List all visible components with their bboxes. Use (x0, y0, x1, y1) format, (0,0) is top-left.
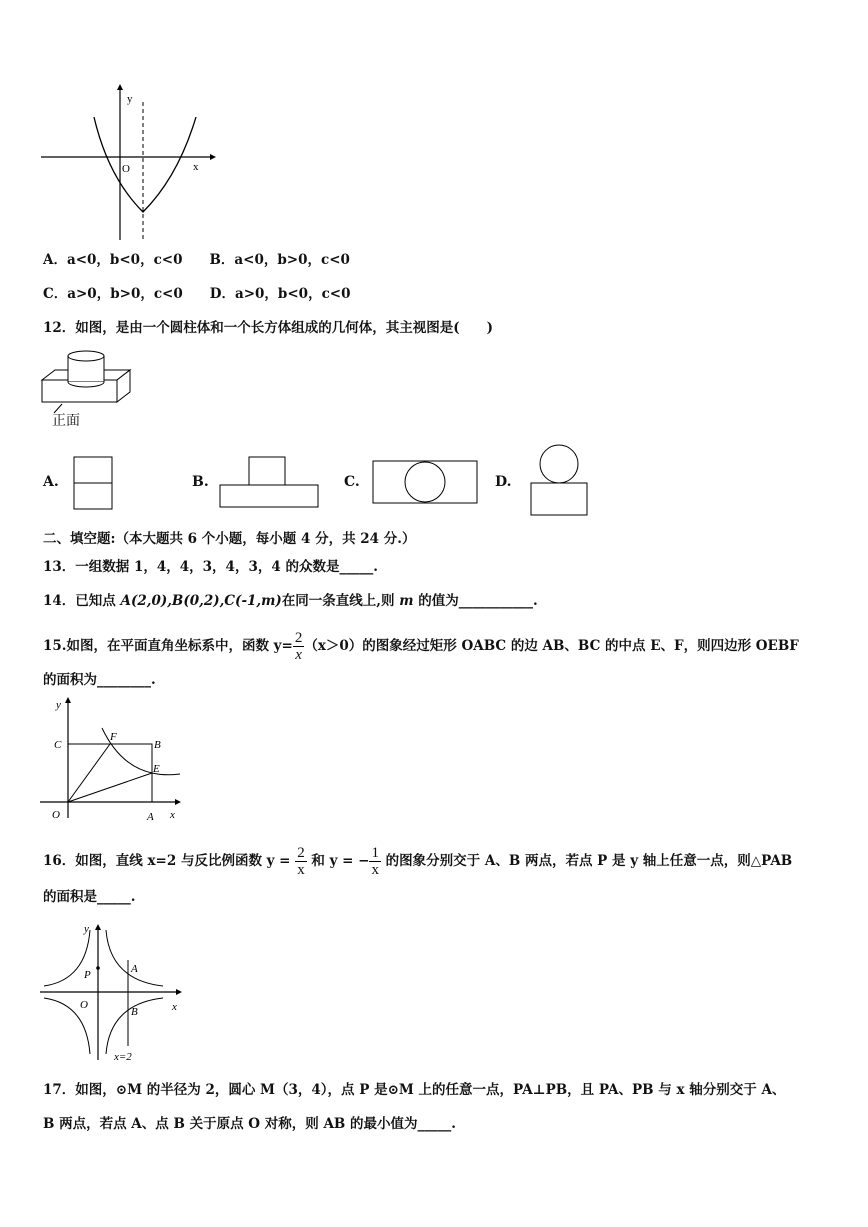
point-f-label: F (110, 731, 117, 743)
line-x2-label: x=2 (114, 1051, 132, 1063)
q15-line2: 的面积为________. (43, 672, 156, 688)
point-a-label: A (147, 811, 154, 823)
q16-fraction-1: $\frac{2}{x}$ (297, 845, 305, 878)
q17-line1: 17．如图，⊙M 的半径为 2，圆心 M（3，4），点 P 是⊙M 上的任意一点，PA⊥PB，且 PA、PB 与 x 轴分别交于 A、 (43, 1082, 786, 1098)
x-axis-label: x (170, 809, 175, 821)
q12-option-c-label: C. (344, 474, 360, 490)
q14-text: 14．已知点 A(2,0),B(0,2),C(-1,m)在同一条直线上,则 m 的值为___________. (43, 593, 538, 609)
point-b-label: B (154, 739, 161, 751)
parabola-graph (38, 82, 218, 242)
y-axis-label: y (84, 923, 89, 935)
front-label: 正面 (52, 413, 80, 429)
option-a-view (73, 456, 115, 512)
origin-label: O (80, 999, 88, 1011)
point-p-label: P (84, 969, 91, 981)
q16-fraction-2: $\frac{1}{x}$ (371, 845, 379, 878)
point-c-label: C (54, 739, 62, 751)
point-b-label: B (131, 1006, 138, 1018)
q14-points: A(2,0),B(0,2),C(-1,m) (120, 593, 282, 609)
q11-options-row1: A．a<0，b<0，c<0 B．a<0，b>0，c<0 (43, 252, 350, 268)
q16-text: 16．如图，直线 x=2 与反比例函数 y = $\frac{2}{x}$ 和 y = − $\frac{1}{x}$ 的图象分别交于 A、B 两点，若点 P 是 y 轴上任意一点，则△PAB (43, 845, 793, 878)
q12-option-d-label: D. (495, 474, 512, 490)
origin-label: O (52, 809, 60, 821)
q12-option-a-label: A. (43, 474, 59, 490)
q17-line2: B 两点，若点 A、点 B 关于原点 O 对称，则 AB 的最小值为_____. (43, 1116, 456, 1132)
point-e-label: E (153, 763, 160, 775)
q12-option-b-label: B. (192, 474, 209, 490)
reciprocal-functions-graph (38, 920, 188, 1070)
q12-stem: 12．如图，是由一个圆柱体和一个长方体组成的几何体，其主视图是( ) (43, 320, 494, 336)
y-axis-label: y (56, 699, 61, 711)
q16-line2: 的面积是_____. (43, 889, 136, 905)
q15-fraction: $\frac{2}{x}$ (294, 630, 303, 663)
q13-text: 13．一组数据 1，4，4，3，4，3，4 的众数是_____. (43, 559, 378, 575)
option-c-view (372, 460, 480, 506)
y-axis-label: y (127, 93, 133, 105)
x-axis-label: x (172, 1001, 177, 1013)
q15-text: 15.如图，在平面直角坐标系中，函数 y= $\frac{2}{x}$ （x＞0）的图象经过矩形 OABC 的边 AB、BC 的中点 E、F，则四边形 OEBF (43, 630, 799, 663)
rectangle-hyperbola-graph (40, 696, 190, 826)
option-b-view (219, 456, 321, 512)
option-d-view (529, 444, 591, 518)
section-2-heading: 二、填空题:（本大题共 6 个小题，每小题 4 分，共 24 分.） (43, 531, 416, 547)
point-a-label: A (131, 963, 138, 975)
x-axis-label: x (193, 161, 199, 173)
q11-options-row2: C．a>0，b>0，c<0 D．a>0，b<0，c<0 (43, 286, 351, 302)
origin-label: O (122, 163, 130, 175)
